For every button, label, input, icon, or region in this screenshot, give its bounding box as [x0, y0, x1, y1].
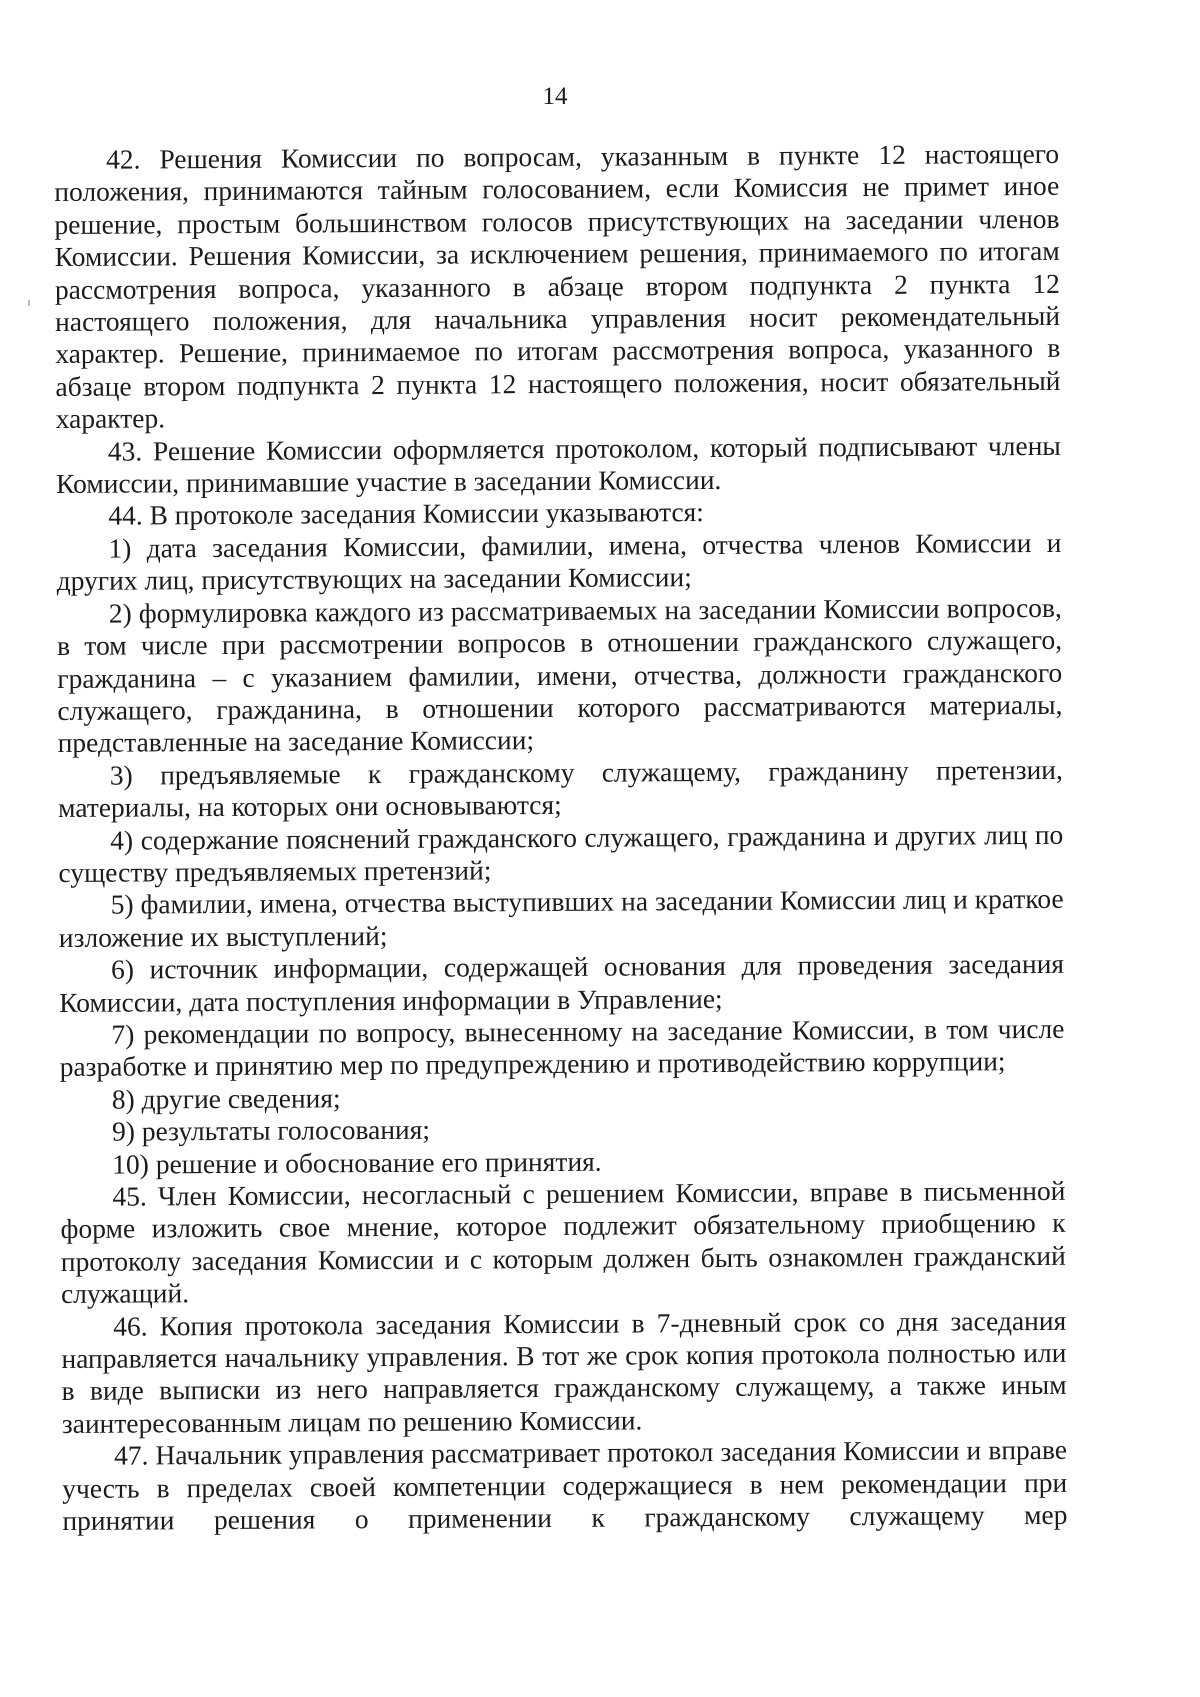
- list-item-4: 4) содержание пояснений гражданского служащего, гражданина и других лиц по существу предъявляемых претензий;: [58, 818, 1064, 888]
- list-item-5: 5) фамилии, имена, отчества выступивших на заседании Комиссии лиц и краткое изложение их выступлений;: [58, 883, 1064, 953]
- list-item-2: 2) формулировка каждого из рассматриваемых на заседании Комиссии вопросов, в том числе при рассмотрении вопросов в отношении гражданского служащего, гражданина – с указанием фамилии, имени, отчества, должности гражданского служащего, гражданина, в отношении которого рассматриваются материалы, представленные на заседание Комиссии;: [56, 591, 1063, 759]
- page-number: 14: [542, 83, 568, 110]
- list-item-10: 10) решение и обоснование его принятия.: [112, 1145, 602, 1180]
- list-item-1: 1) дата заседания Комиссии, фамилии, имена, отчества членов Комиссии и других лиц, присутствующих на заседании Комиссии;: [56, 526, 1062, 597]
- list-item-6: 6) источник информации, содержащей основания для проведения заседания Комиссии, дата поступления информации в Управление;: [59, 948, 1065, 1018]
- paragraph-45: 45. Член Комиссии, несогласный с решением Комиссии, вправе в письменной форме изложить свое мнение, которое подлежит обязательному приобщению к протоколу заседания Комиссии и с которым должен быть ознакомлен гражданский служащий.: [60, 1174, 1066, 1310]
- paragraph-47: 47. Начальник управления рассматривает протокол заседания Комиссии и вправе учесть в пределах своей компетенции содержащиеся в нем рекомендации при принятии решения о применении к гражданскому служащему мер: [62, 1434, 1068, 1537]
- paragraph-44: 44. В протоколе заседания Комиссии указываются:: [108, 496, 704, 532]
- scan-artifact: [28, 300, 30, 306]
- paragraph-43: 43. Решение Комиссии оформляется протоколом, который подписывают члены Комиссии, принимавшие участие в заседании Комиссии.: [55, 429, 1061, 500]
- list-item-9: 9) результаты голосования;: [111, 1113, 431, 1147]
- list-item-3: 3) предъявляемые к гражданскому служащему, гражданину претензии, материалы, на которых они основываются;: [57, 753, 1063, 824]
- paragraph-42: 42. Решения Комиссии по вопросам, указанным в пункте 12 настоящего положения, принимаются тайным голосованием, если Комиссия не примет иное решение, простым большинством голосов присутствующих на заседании членов Комиссии. Решения Комиссии, за исключением решения, принимаемого по итогам рассмотрения вопроса, указанного в абзаце втором подпункта 2 пункта 12 настоящего положения, для начальника управления носит рекомендательный характер. Решение, принимаемое по итогам рассмотрения вопроса, указанного в абзаце втором подпункта 2 пункта 12 настоящего положения, носит обязательный характер.: [54, 137, 1061, 435]
- paragraph-46: 46. Копия протокола заседания Комиссии в 7-дневный срок со дня заседания направляется начальнику управления. В тот же срок копия протокола полностью или в виде выписки из него направляется гражданскому служащему, а также иным заинтересованным лицам по решению Комиссии.: [61, 1304, 1067, 1439]
- list-item-7: 7) рекомендации по вопросу, вынесенному на заседание Комиссии, в том числе разработке и принятию мер по предупреждению и противодействию коррупции;: [59, 1012, 1065, 1083]
- document-body: [54, 138, 1067, 1538]
- list-item-8: 8) другие сведения;: [111, 1082, 341, 1115]
